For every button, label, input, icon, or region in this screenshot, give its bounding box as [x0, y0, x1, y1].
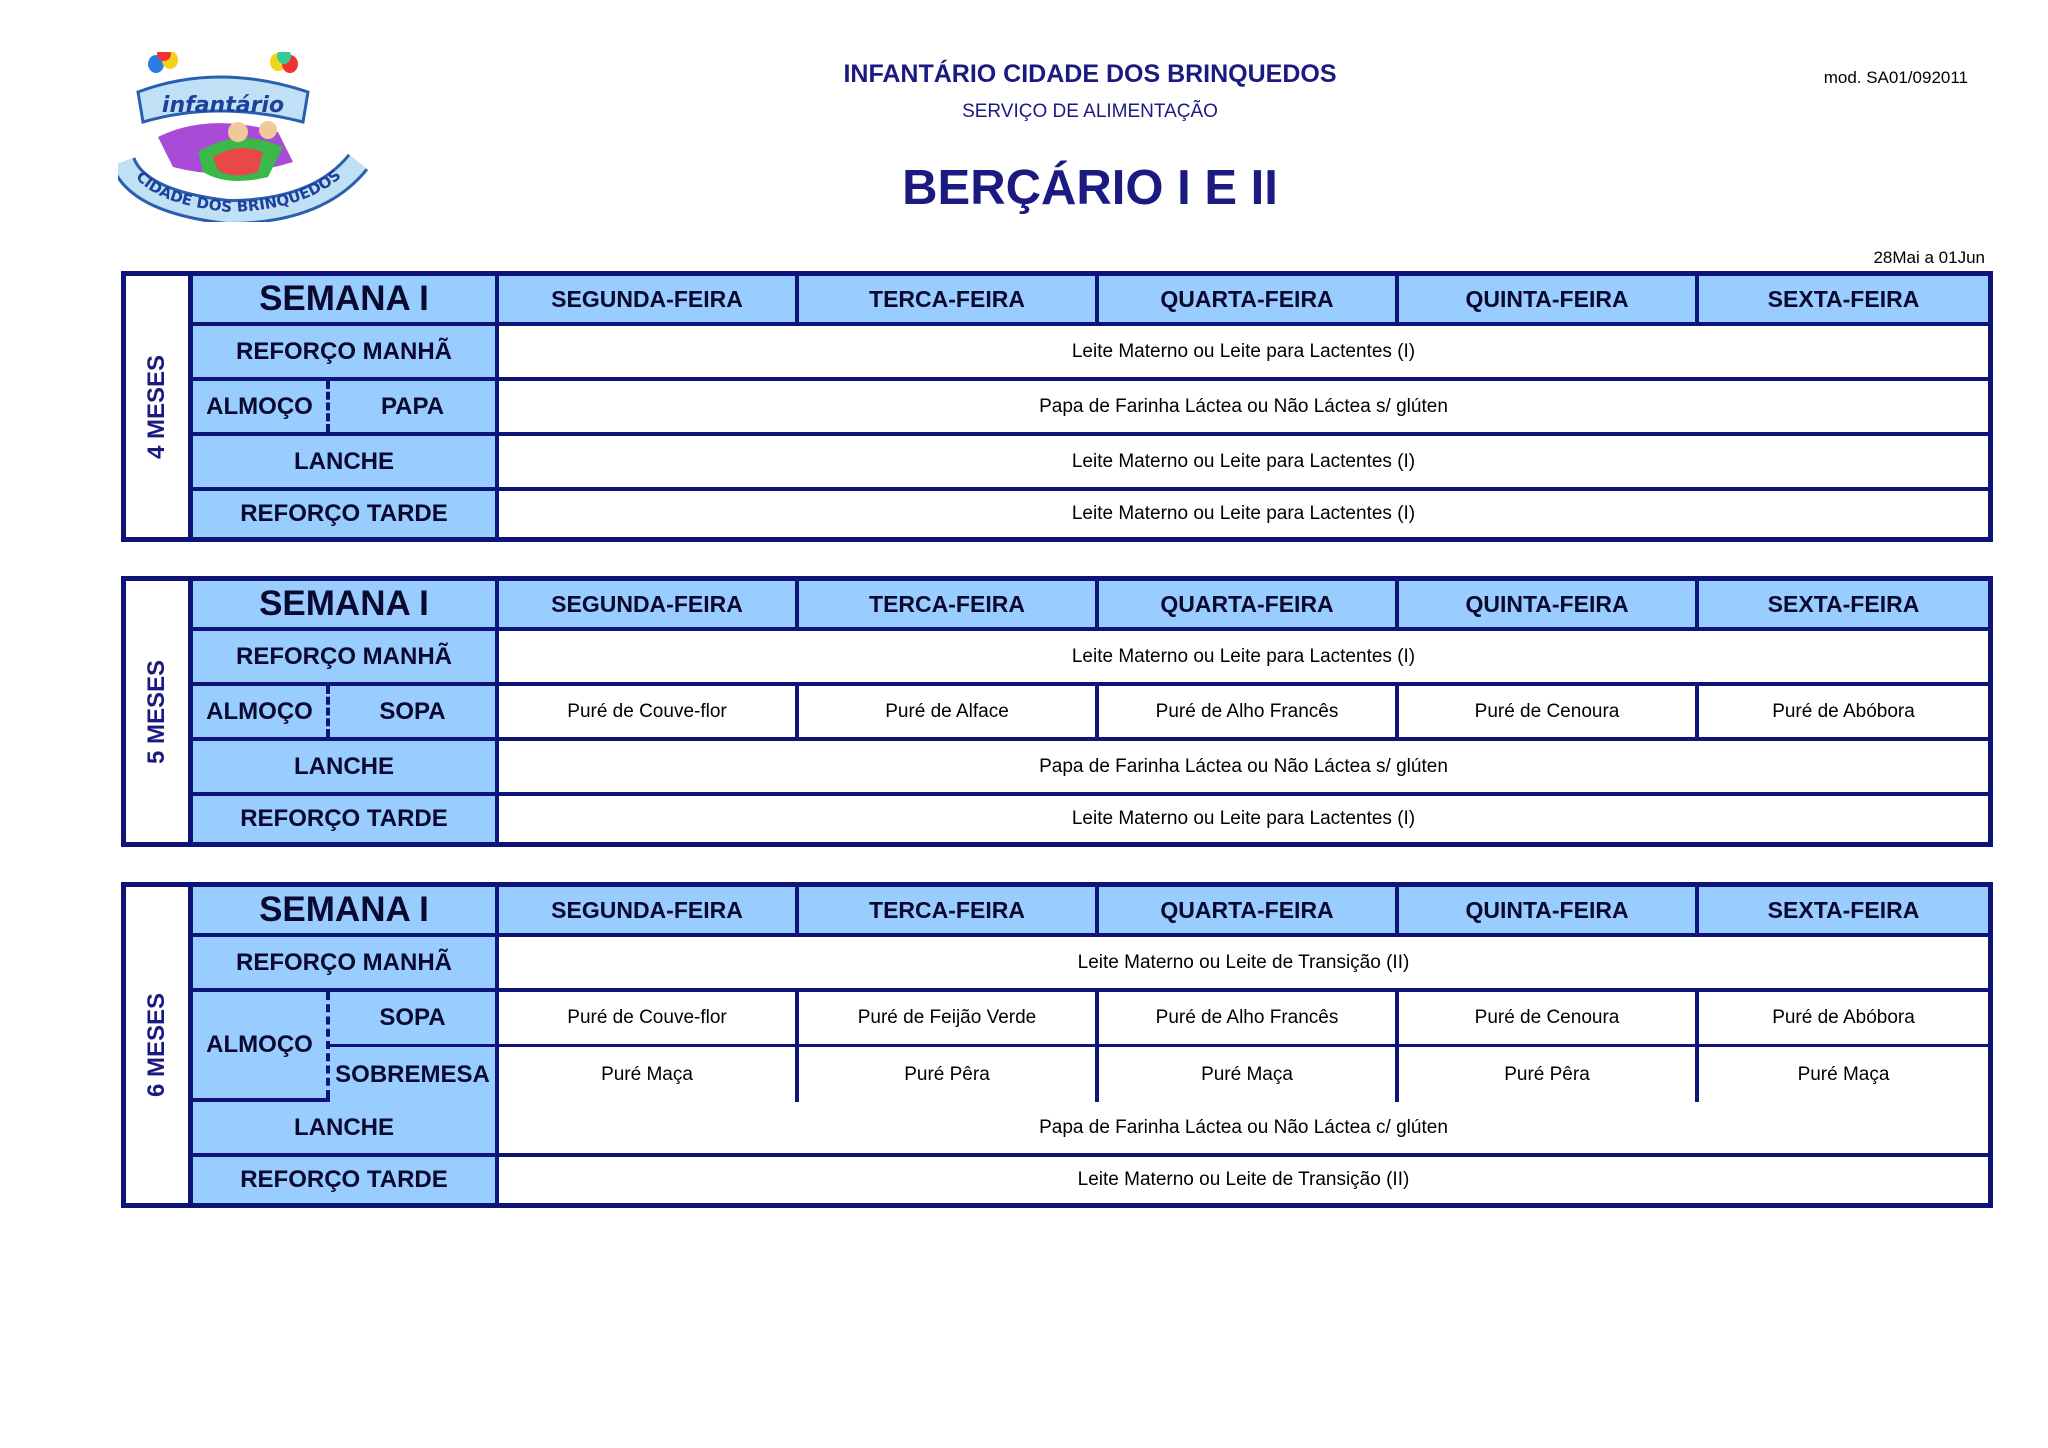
- meal-label: REFORÇO TARDE: [193, 491, 499, 537]
- meal-label: LANCHE: [193, 1102, 499, 1153]
- meal-value: Puré Maça: [1099, 1047, 1399, 1102]
- meal-row-almoco: [193, 686, 1988, 741]
- day-header: SEXTA-FEIRA: [1699, 276, 1988, 322]
- meal-value: Papa de Farinha Láctea ou Não Láctea s/ glúten: [499, 741, 1988, 792]
- meal-sub-label: SOPA: [330, 686, 499, 737]
- institution-name: INFANTÁRIO CIDADE DOS BRINQUEDOS: [843, 60, 1337, 88]
- meal-row-reforco-manha: [193, 631, 1988, 686]
- meal-label: REFORÇO TARDE: [193, 1157, 499, 1203]
- day-header: TERCA-FEIRA: [799, 581, 1099, 627]
- almoco-sobremesa-subrow: [330, 1047, 1988, 1102]
- meal-row-almoco: [193, 992, 1988, 1102]
- day-header: QUARTA-FEIRA: [1099, 887, 1399, 933]
- meal-row-reforco-manha: [193, 937, 1988, 992]
- service-name: SERVIÇO DE ALIMENTAÇÃO: [962, 101, 1218, 122]
- day-header: QUINTA-FEIRA: [1399, 581, 1699, 627]
- age-label: 6 MESES: [126, 887, 193, 1203]
- meal-row-reforco-tarde: [193, 1157, 1988, 1203]
- meal-value: Puré de Abóbora: [1699, 686, 1988, 737]
- meal-label: REFORÇO MANHÃ: [193, 326, 499, 377]
- meal-value: Papa de Farinha Láctea ou Não Láctea s/ glúten: [499, 381, 1988, 432]
- meal-value: Leite Materno ou Leite de Transição (II): [499, 1157, 1988, 1203]
- table-header-row: [193, 276, 1988, 326]
- meal-label: REFORÇO MANHÃ: [193, 631, 499, 682]
- week-label: SEMANA I: [193, 581, 499, 627]
- meal-value: Puré de Abóbora: [1699, 992, 1988, 1044]
- age-label: 4 MESES: [126, 276, 193, 537]
- table-header-row: [193, 887, 1988, 937]
- menu-table-5-meses: [121, 576, 1993, 847]
- day-header: SEGUNDA-FEIRA: [499, 581, 799, 627]
- meal-value: Puré de Couve-flor: [499, 686, 799, 737]
- day-header: QUINTA-FEIRA: [1399, 276, 1699, 322]
- meal-label: REFORÇO MANHÃ: [193, 937, 499, 988]
- meal-value: Papa de Farinha Láctea ou Não Láctea c/ glúten: [499, 1102, 1988, 1153]
- meal-value: Leite Materno ou Leite para Lactentes (I): [499, 631, 1988, 682]
- meal-value: Puré de Alho Francês: [1099, 686, 1399, 737]
- meal-value: Puré de Feijão Verde: [799, 992, 1099, 1044]
- meal-row-almoco: [193, 381, 1988, 436]
- meal-value: Puré de Cenoura: [1399, 686, 1699, 737]
- day-header: SEGUNDA-FEIRA: [499, 887, 799, 933]
- meal-value: Leite Materno ou Leite para Lactentes (I): [499, 326, 1988, 377]
- meal-row-reforco-tarde: [193, 491, 1988, 537]
- menu-table-6-meses: [121, 882, 1993, 1208]
- meal-value: Puré Pêra: [1399, 1047, 1699, 1102]
- svg-text:CIDADE DOS BRINQUEDOS: CIDADE DOS BRINQUEDOS: [132, 165, 345, 217]
- meal-value: Puré de Cenoura: [1399, 992, 1699, 1044]
- meal-row-reforco-manha: [193, 326, 1988, 381]
- meal-value: Puré de Couve-flor: [499, 992, 799, 1044]
- meal-row-lanche: [193, 1102, 1988, 1157]
- date-range: 28Mai a 01Jun: [1873, 248, 1985, 267]
- table-header-row: [193, 581, 1988, 631]
- meal-value: Puré Maça: [499, 1047, 799, 1102]
- day-header: SEGUNDA-FEIRA: [499, 276, 799, 322]
- meal-value: Leite Materno ou Leite para Lactentes (I): [499, 796, 1988, 842]
- meal-value: Puré Maça: [1699, 1047, 1988, 1102]
- meal-sub-label: PAPA: [330, 381, 499, 432]
- day-header: SEXTA-FEIRA: [1699, 887, 1988, 933]
- day-header: SEXTA-FEIRA: [1699, 581, 1988, 627]
- meal-label: ALMOÇO: [193, 381, 330, 432]
- day-header: QUARTA-FEIRA: [1099, 581, 1399, 627]
- meal-value: Leite Materno ou Leite para Lactentes (I): [499, 436, 1988, 487]
- meal-label: LANCHE: [193, 436, 499, 487]
- meal-value: Leite Materno ou Leite para Lactentes (I): [499, 491, 1988, 537]
- week-label: SEMANA I: [193, 887, 499, 933]
- day-header: QUINTA-FEIRA: [1399, 887, 1699, 933]
- meal-row-reforco-tarde: [193, 796, 1988, 842]
- meal-value: Puré de Alho Francês: [1099, 992, 1399, 1044]
- meal-sub-label: SOBREMESA: [330, 1047, 499, 1102]
- model-code: mod. SA01/092011: [1823, 68, 1968, 87]
- meal-value: Leite Materno ou Leite de Transição (II): [499, 937, 1988, 988]
- meal-label: ALMOÇO: [193, 992, 330, 1098]
- week-label: SEMANA I: [193, 276, 499, 322]
- svg-text:infantário: infantário: [161, 93, 285, 118]
- day-header: TERCA-FEIRA: [799, 887, 1099, 933]
- day-header: QUARTA-FEIRA: [1099, 276, 1399, 322]
- age-label: 5 MESES: [126, 581, 193, 842]
- meal-value: Puré de Alface: [799, 686, 1099, 737]
- menu-table-4-meses: [121, 271, 1993, 542]
- meal-sub-label: SOPA: [330, 992, 499, 1044]
- almoco-sopa-subrow: [330, 992, 1988, 1047]
- meal-row-lanche: [193, 741, 1988, 796]
- page-title: BERÇÁRIO I E II: [902, 161, 1278, 215]
- day-header: TERCA-FEIRA: [799, 276, 1099, 322]
- meal-label: ALMOÇO: [193, 686, 330, 737]
- meal-label: REFORÇO TARDE: [193, 796, 499, 842]
- meal-value: Puré Pêra: [799, 1047, 1099, 1102]
- meal-label: LANCHE: [193, 741, 499, 792]
- meal-row-lanche: [193, 436, 1988, 491]
